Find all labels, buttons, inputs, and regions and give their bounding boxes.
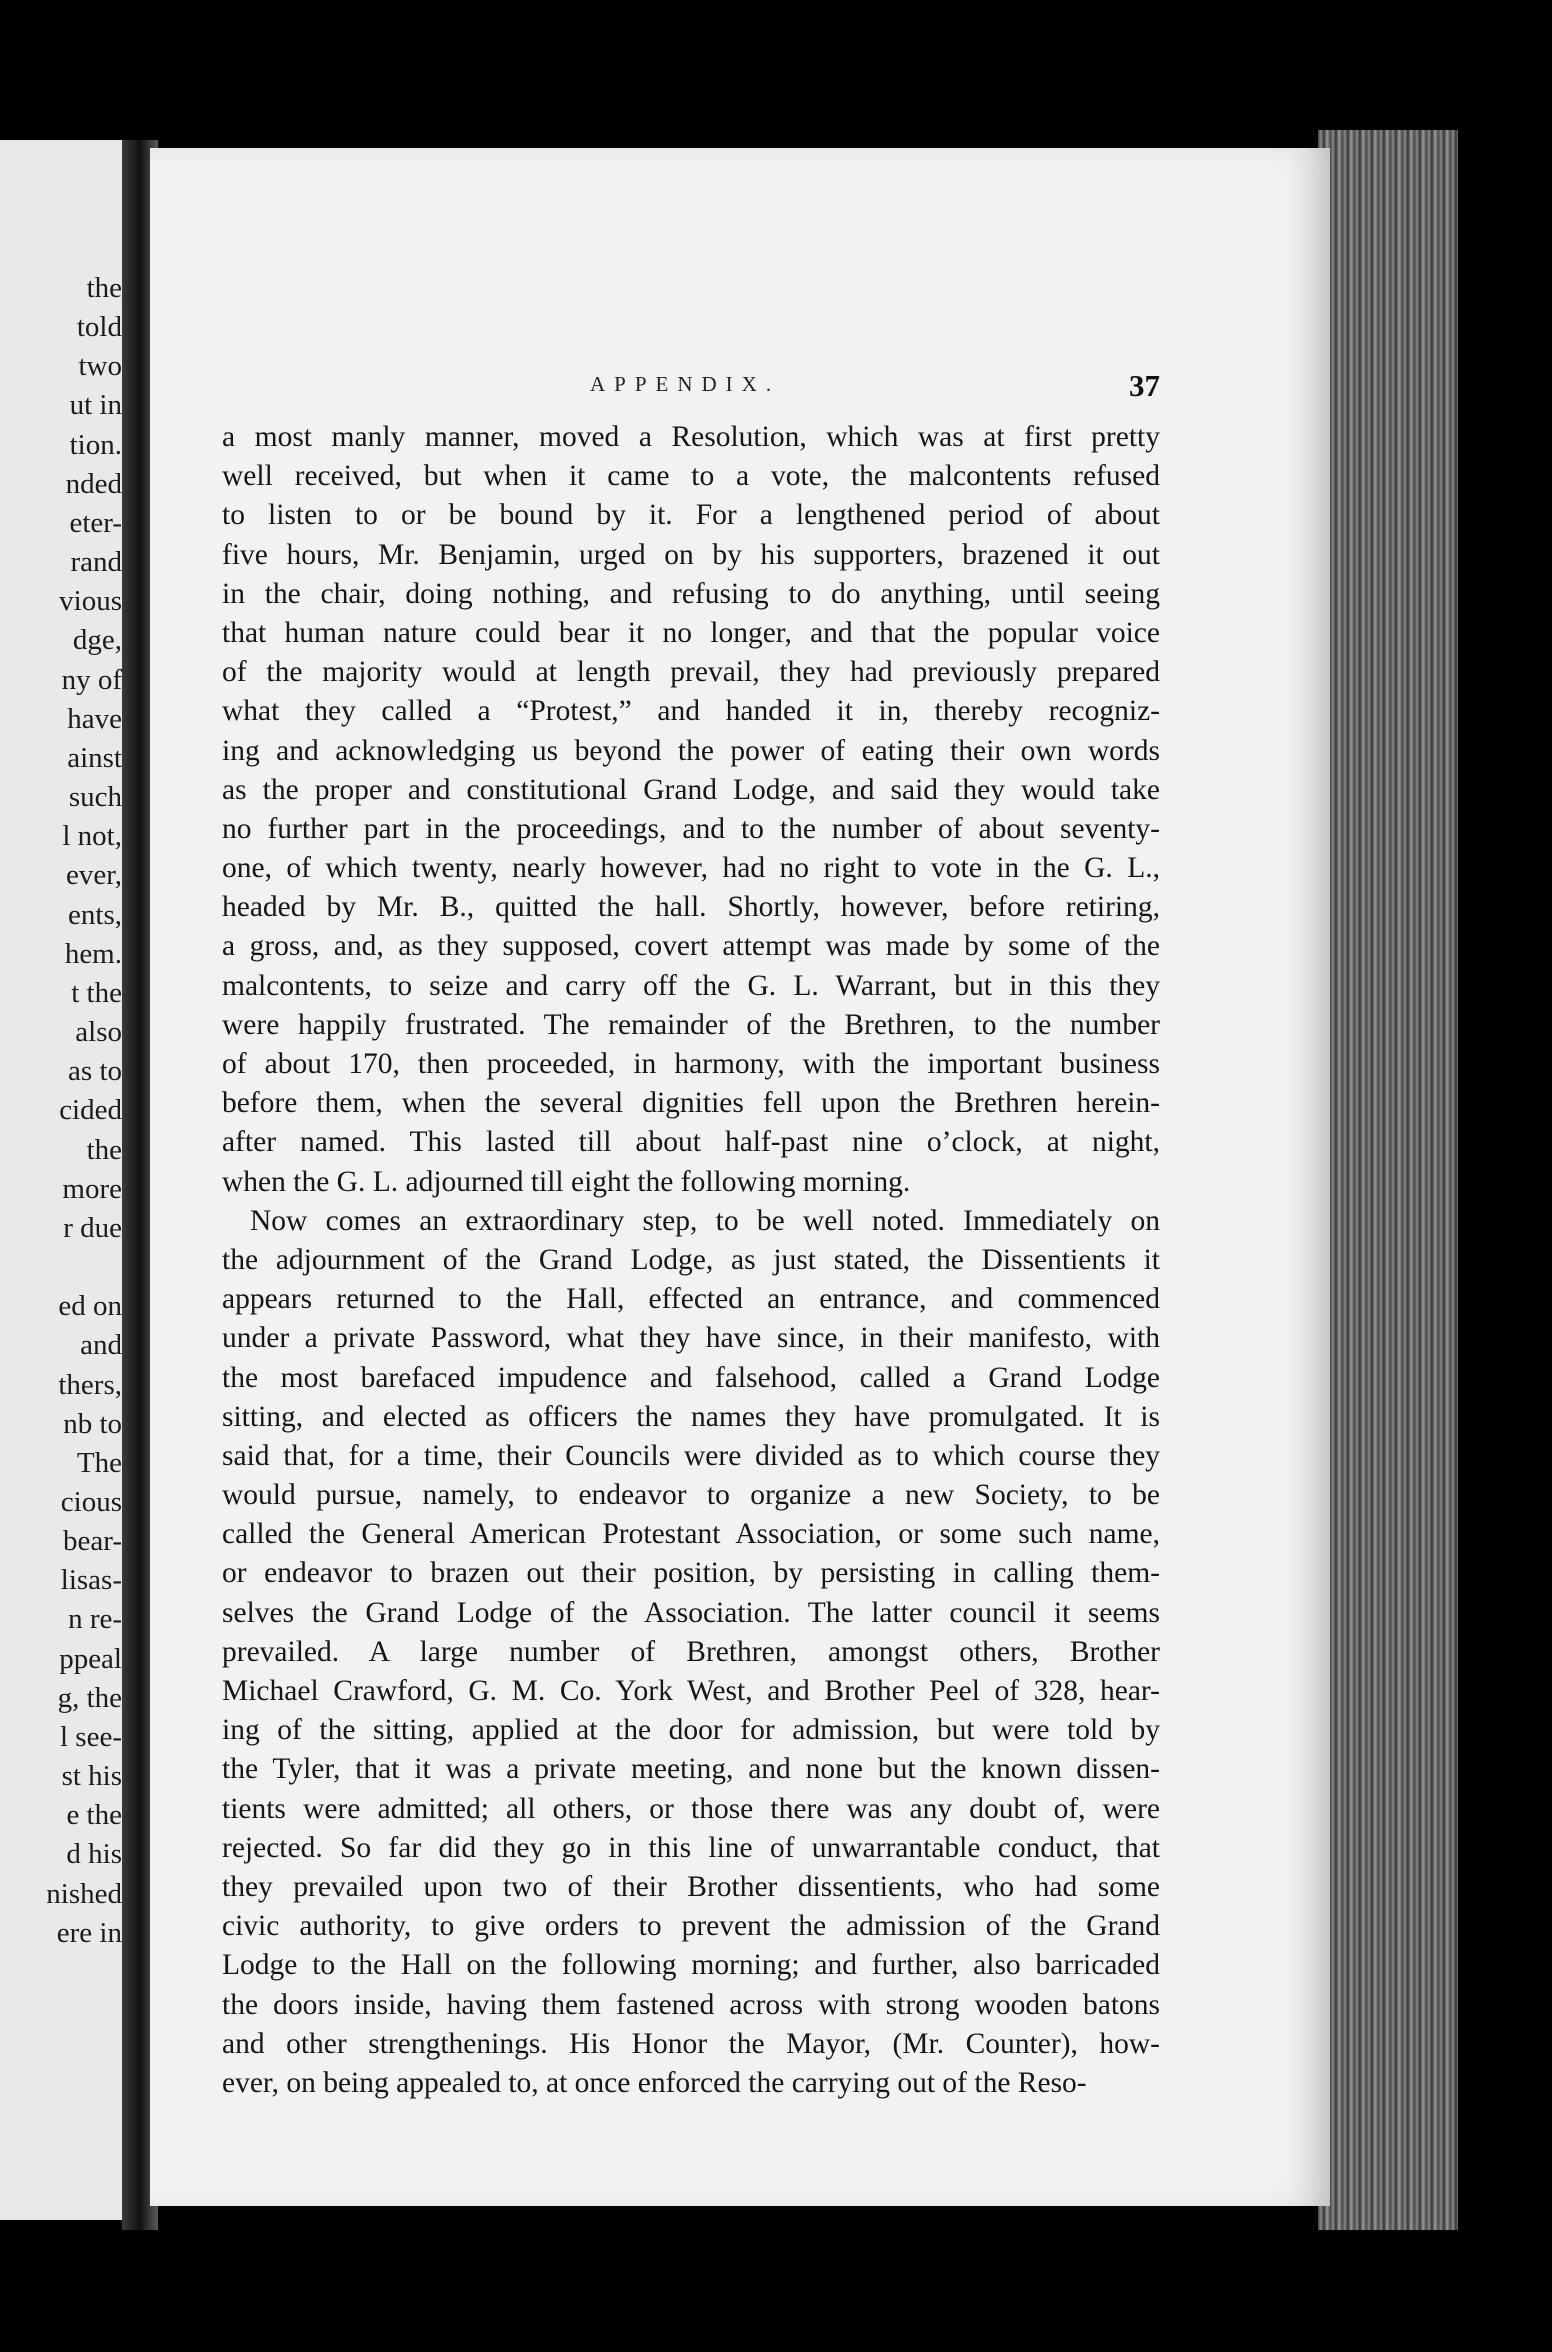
- text-line: no further part in the proceedings, and to the number of about seventy-: [222, 812, 1160, 845]
- text-line: ing and acknowledging us beyond the power of eating their own words: [222, 734, 1160, 767]
- left-page-text-fragment: told: [76, 311, 122, 344]
- left-page-text-fragment: st his: [61, 1760, 122, 1793]
- text-line: when the G. L. adjourned till eight the following morning.: [222, 1165, 911, 1198]
- text-line: called the General American Protestant Association, or some such name,: [222, 1518, 1160, 1551]
- text-line: Lodge to the Hall on the following morning; and further, also barricaded: [222, 1949, 1160, 1982]
- text-line: one, of which twenty, nearly however, had no right to vote in the G. L.,: [222, 852, 1160, 885]
- text-line: a most manly manner, moved a Resolution, which was at first pretty: [222, 421, 1160, 453]
- left-page-text-fragment: more: [62, 1172, 122, 1205]
- text-line: that human nature could bear it no longer, and that the popular voice: [222, 616, 1160, 649]
- left-page-text-fragment: hem.: [64, 937, 122, 970]
- left-page-text-fragment: dge,: [72, 624, 122, 657]
- left-page-text-fragment: also: [75, 1016, 122, 1049]
- text-line: headed by Mr. B., quitted the hall. Shortly, however, before retiring,: [222, 891, 1160, 924]
- page-number: 37: [1129, 368, 1160, 403]
- text-line: before them, when the several dignities fell upon the Brethren herein-: [222, 1087, 1160, 1120]
- text-line: were happily frustrated. The remainder of the Brethren, to the number: [222, 1008, 1160, 1041]
- left-page-text-fragment: as to: [68, 1055, 122, 1088]
- text-line: ing of the sitting, applied at the door for admission, but were told by: [222, 1714, 1160, 1747]
- left-page-text-fragment: ppeal: [59, 1642, 122, 1675]
- left-page-text-fragment: The: [76, 1446, 122, 1479]
- running-head: APPENDIX.: [590, 372, 781, 396]
- left-page-text-fragment: lisas-: [60, 1564, 122, 1597]
- left-page-text-fragment: rand: [70, 546, 122, 579]
- left-page-text-fragment: d his: [66, 1838, 122, 1871]
- text-line: they prevailed upon two of their Brother dissentients, who had some: [222, 1870, 1160, 1903]
- left-page-text-fragment: g, the: [57, 1681, 122, 1714]
- text-line: a gross, and, as they supposed, covert attempt was made by some of the: [222, 930, 1160, 963]
- left-page-text-fragment: tion.: [69, 428, 122, 461]
- left-page-text-fragment: nded: [65, 467, 122, 500]
- left-page-text-fragment: ever,: [66, 859, 122, 892]
- text-line: the Tyler, that it was a private meeting, and none but the known dissen-: [222, 1753, 1160, 1786]
- text-line: Michael Crawford, G. M. Co. York West, and Brother Peel of 328, hear-: [222, 1675, 1160, 1707]
- text-line: well received, but when it came to a vote, the malcontents refused: [222, 460, 1160, 493]
- text-line: said that, for a time, their Councils were divided as to which course they: [222, 1439, 1160, 1472]
- left-page-text-fragment: ents,: [68, 898, 122, 931]
- left-page-text-fragment: t the: [71, 976, 122, 1009]
- text-line: selves the Grand Lodge of the Association. The latter council it seems: [222, 1596, 1160, 1629]
- left-page-text-fragment: cious: [60, 1485, 122, 1518]
- left-page-text-fragment: e the: [66, 1799, 122, 1832]
- page-header: [150, 368, 1160, 408]
- text-line: under a private Password, what they have since, in their manifesto, with: [222, 1322, 1160, 1355]
- left-page-text-fragment: l not,: [62, 820, 122, 853]
- text-line: Now comes an extraordinary step, to be well noted. Immediately on: [250, 1204, 1160, 1237]
- text-line: what they called a “Protest,” and handed it in, thereby recogniz-: [222, 695, 1160, 728]
- text-line: would pursue, namely, to endeavor to organize a new Society, to be: [222, 1479, 1160, 1512]
- text-line: after named. This lasted till about half-past nine o’clock, at night,: [222, 1126, 1160, 1159]
- text-line: ever, on being appealed to, at once enforced the carrying out of the Reso-: [222, 2066, 1087, 2099]
- text-line: the most barefaced impudence and falsehood, called a Grand Lodge: [222, 1361, 1160, 1394]
- left-page-text-fragment: two: [78, 350, 122, 383]
- text-line: of about 170, then proceeded, in harmony, with the important business: [222, 1048, 1160, 1080]
- left-page-text-fragment: ainst: [67, 741, 122, 774]
- left-page-text-fragment: ere in: [56, 1916, 122, 1949]
- text-line: of the majority would at length prevail, they had previously prepared: [222, 656, 1160, 689]
- left-page-text-fragment: nb to: [63, 1407, 122, 1440]
- text-line: civic authority, to give orders to prevent the admission of the Grand: [222, 1910, 1160, 1943]
- left-page-text-fragment: ut in: [69, 389, 122, 422]
- left-page-text-fragment: ed on: [58, 1290, 122, 1323]
- left-page-text-fragment: eter-: [69, 506, 122, 539]
- left-page-text-fragment: nished: [46, 1877, 122, 1910]
- text-line: the adjournment of the Grand Lodge, as just stated, the Dissentients it: [222, 1243, 1160, 1276]
- left-page-text-fragment: the: [86, 1133, 122, 1166]
- left-page-text-fragment: bear-: [63, 1525, 122, 1558]
- left-page-text-fragment: and: [80, 1329, 122, 1362]
- left-page-text-fragment: thers,: [58, 1368, 122, 1401]
- text-line: to listen to or be bound by it. For a lengthened period of about: [222, 499, 1160, 532]
- text-line: or endeavor to brazen out their position, by persisting in calling them-: [222, 1557, 1160, 1590]
- left-page-fragment: [0, 140, 128, 2220]
- left-page-text-fragment: n re-: [68, 1603, 122, 1636]
- text-line: the doors inside, having them fastened across with strong wooden batons: [222, 1988, 1160, 2021]
- text-line: tients were admitted; all others, or those there was any doubt of, were: [222, 1792, 1160, 1825]
- text-line: prevailed. A large number of Brethren, amongst others, Brother: [222, 1635, 1160, 1668]
- left-page-text-fragment: the: [86, 272, 122, 304]
- left-page-text-fragment: vious: [59, 585, 122, 618]
- left-page-text-fragment: have: [67, 702, 122, 735]
- body-text: [222, 418, 1160, 2103]
- left-page-text-fragment: l see-: [60, 1720, 122, 1753]
- text-line: rejected. So far did they go in this line of unwarrantable conduct, that: [222, 1831, 1160, 1864]
- left-page-text-fragment: such: [68, 781, 122, 814]
- text-line: malcontents, to seize and carry off the G. L. Warrant, but in this they: [222, 969, 1160, 1002]
- left-page-text-fragment: cided: [59, 1094, 122, 1127]
- page-edges: [1318, 130, 1458, 2230]
- text-line: in the chair, doing nothing, and refusing to do anything, until seeing: [222, 577, 1160, 610]
- text-line: and other strengthenings. His Honor the Mayor, (Mr. Counter), how-: [222, 2027, 1160, 2060]
- left-page-text-fragment: ny of: [61, 663, 122, 696]
- text-line: sitting, and elected as officers the names they have promulgated. It is: [222, 1400, 1160, 1433]
- text-line: appears returned to the Hall, effected an entrance, and commenced: [222, 1283, 1160, 1316]
- left-page-text-fragment: r due: [63, 1211, 122, 1244]
- text-line: as the proper and constitutional Grand Lodge, and said they would take: [222, 773, 1160, 806]
- text-line: five hours, Mr. Benjamin, urged on by his supporters, brazened it out: [222, 538, 1160, 571]
